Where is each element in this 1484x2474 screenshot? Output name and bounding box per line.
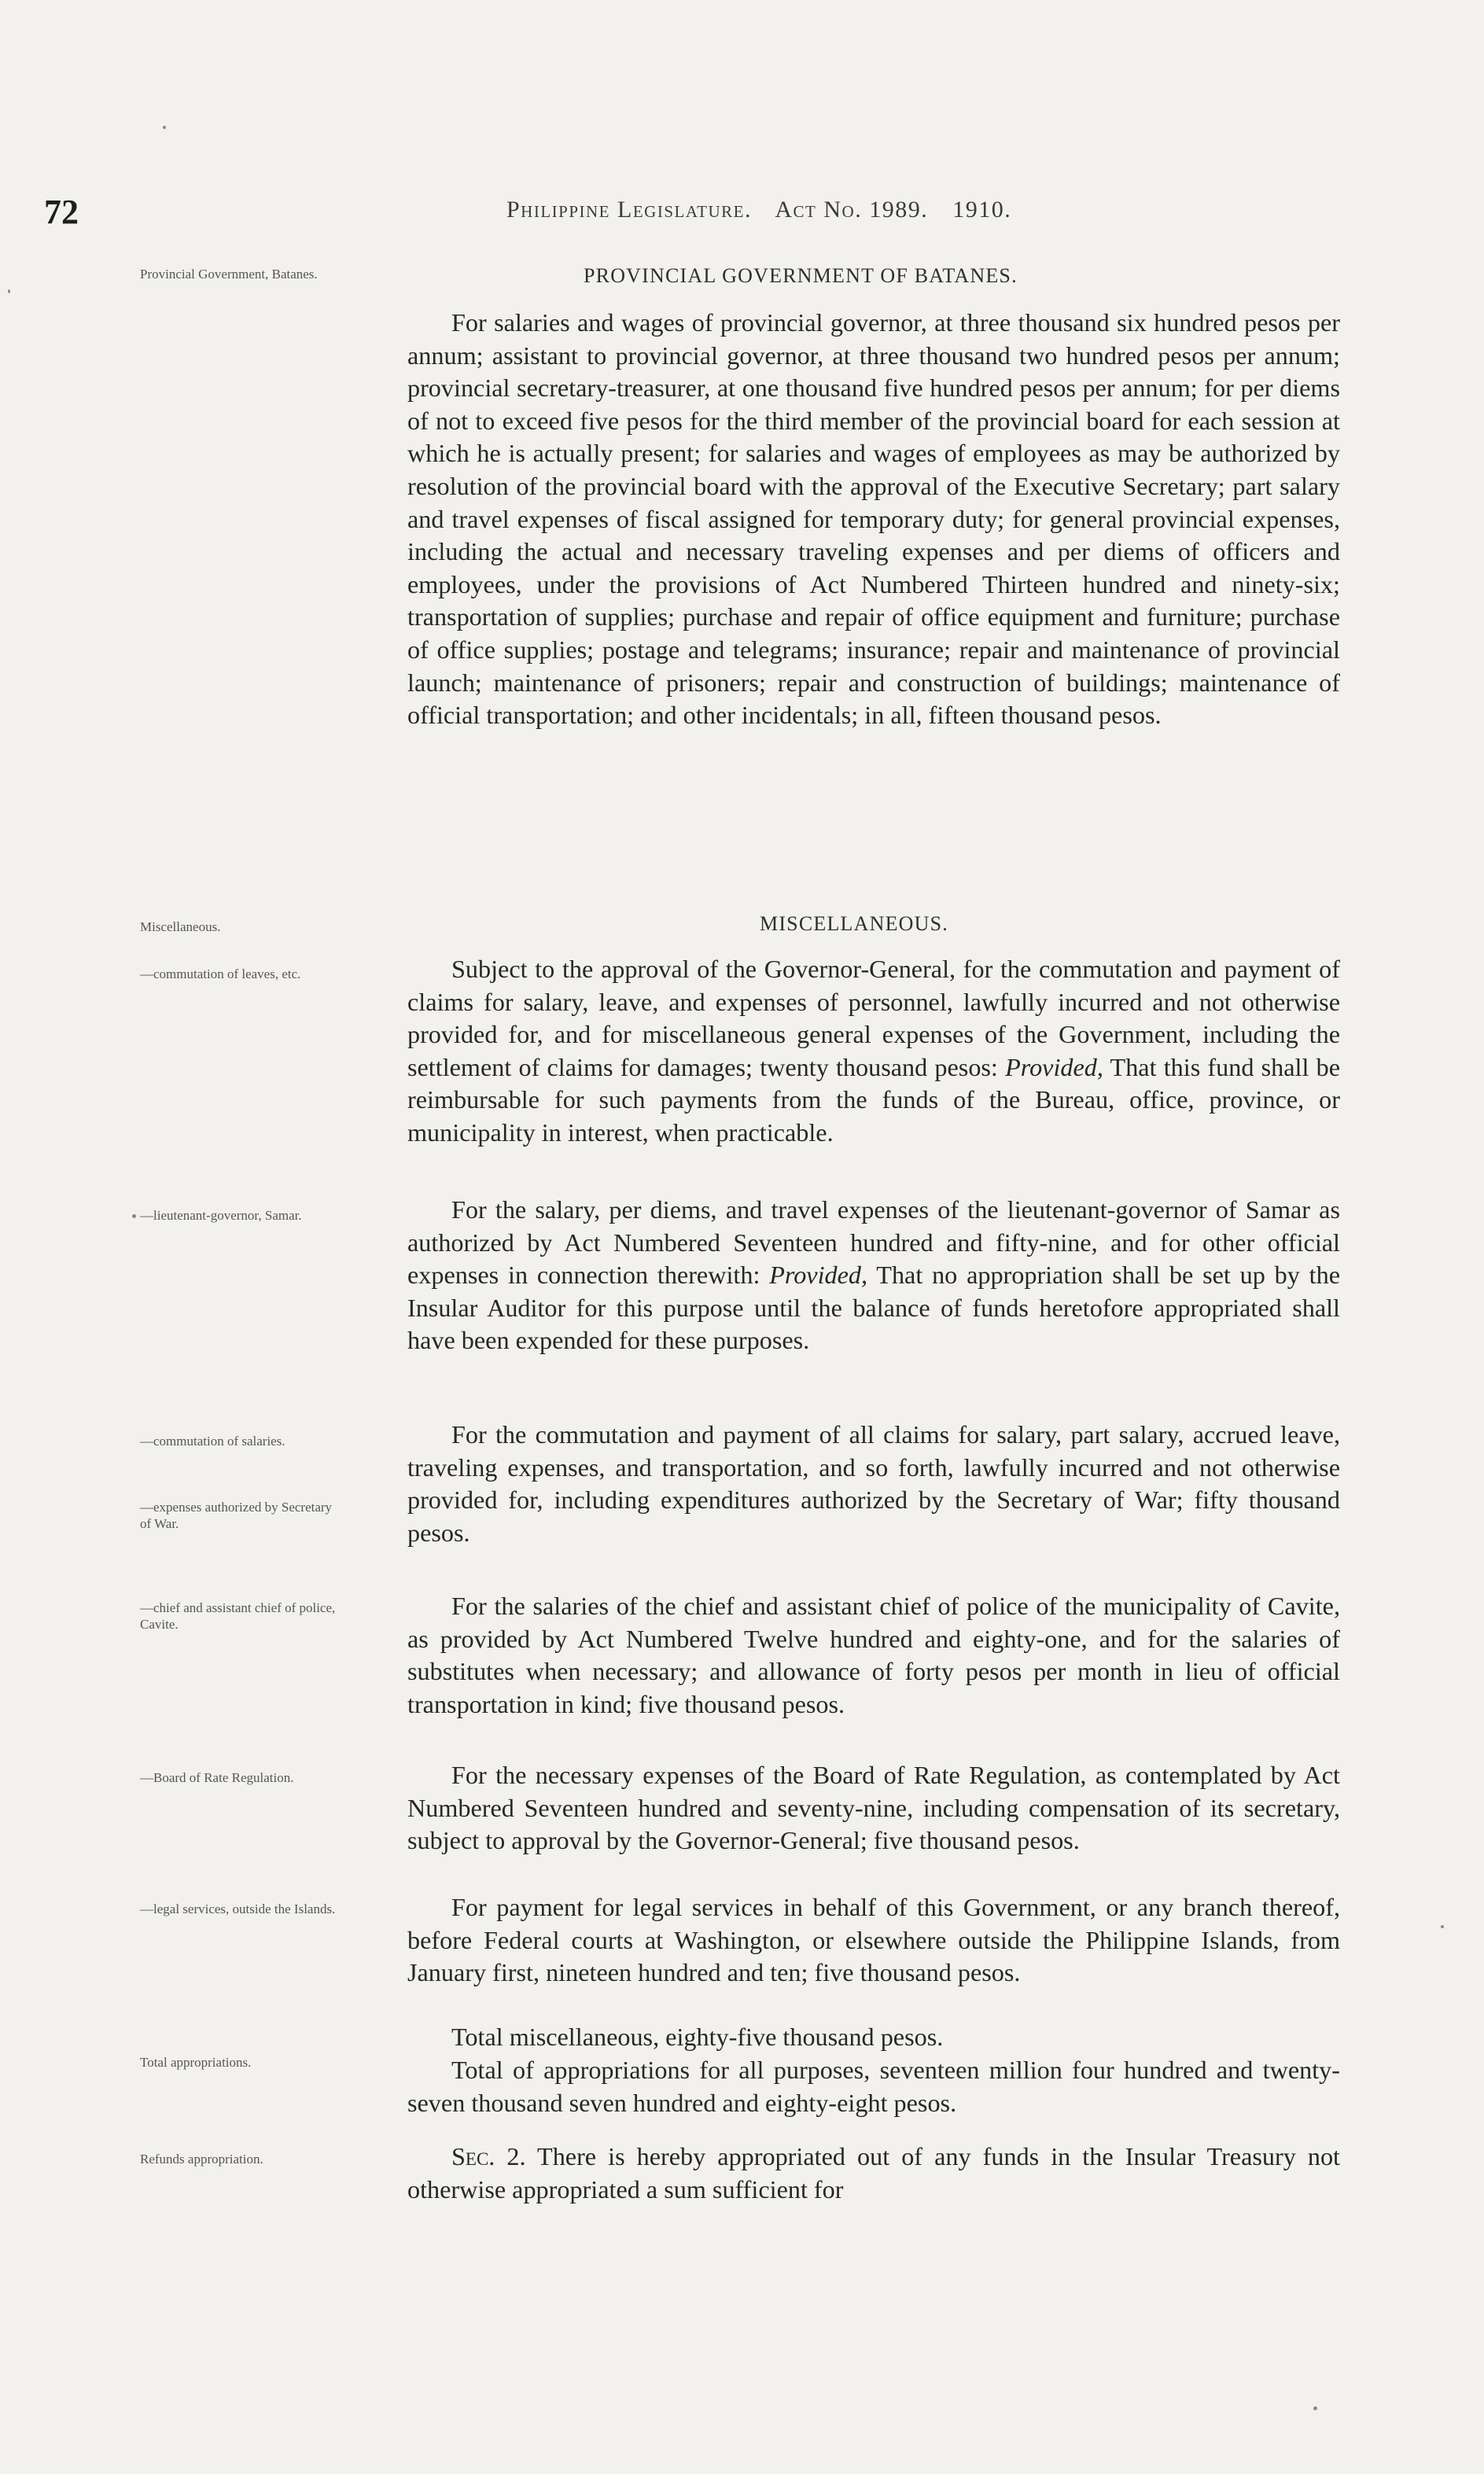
running-head — [506, 197, 1029, 223]
page-number: 72 — [44, 193, 79, 231]
paragraph-section-2 — [407, 2141, 1340, 2206]
commutation-text-after: That this fund shall be reimbursable for such payments from the funds of the Bureau, office, province, or municipality in interest, when practicable. — [407, 1052, 1340, 1147]
paragraph-total-miscellaneous: Total miscellaneous, eighty-five thousand pesos. — [451, 2023, 944, 2051]
margin-note-refunds: Refunds appropriation. — [140, 2152, 263, 2167]
section-heading-miscellaneous: MISCELLANEOUS. — [760, 912, 948, 935]
paragraph-batanes: For salaries and wages of provincial governor, at three thousand six hundred pesos per annum; assistant to provincial governor, at three thousand two hundred pesos per annum; provincial secretary-treasurer, at one thousand five hundred pesos per annum; for per diems of not to exceed five pesos for the third member of the provincial board for each session at which he is actually present; for salaries and wages of employees as may be authorized by resolution of the provincial board with the approval of the Executive Secretary; part salary and travel expenses of fiscal assigned for temporary duty; for general provincial expenses, including the actual and necessary traveling expenses and per diems of officers and employees, under the provisions of Act Numbered Thirteen hundred and ninety-six; transportation of supplies; purchase and repair of office equipment and furniture; purchase of office supplies; postage and telegrams; insurance; repair and maintenance of provincial launch; maintenance of prisoners; repair and construction of buildings; maintenance of official transportation; and other incidentals; in all, fifteen thousand pesos. — [407, 308, 1340, 730]
margin-note-total-appropriations: Total appropriations. — [140, 2055, 252, 2070]
running-title: Philippine Legislature. — [506, 197, 752, 223]
scan-speck — [132, 1214, 136, 1218]
section-2-label: Sec. 2. — [451, 2142, 526, 2170]
scan-speck — [8, 289, 10, 293]
commutation-proviso: Provided, — [1005, 1052, 1103, 1081]
samar-text-before: For the salary, per diems, and travel expenses of the lieutenant-governor of Samar as authorized by Act Numbered Seventeen hundred and fifty-nine, and for other official expenses in connection therewith: — [407, 1195, 1340, 1290]
paragraph-police: For the salaries of the chief and assistant chief of police of the municipality of Cavite, as provided by Act Numbered Twelve hundred and eighty-one, and for the salaries of substitutes when necessary; and allowance of forty pesos per month in lieu of official transportation in kind; five thousand pesos. — [407, 1592, 1340, 1718]
commutation-text-before: Subject to the approval of the Governor-General, for the commutation and payment of claims for salary, leave, and expenses of personnel, lawfully incurred and not otherwise provided for, and for miscellaneous general expenses of the Government, including the settlement of claims for damages; twenty thousand pesos: — [407, 955, 1340, 1081]
margin-note-batanes: Provincial Government, Batanes. — [140, 267, 318, 282]
section-heading-batanes: PROVINCIAL GOVERNMENT OF BATANES. — [584, 264, 1018, 287]
margin-note-commutation-salaries: —commutation of salaries. — [140, 1434, 285, 1449]
margin-note-legal-services: —legal services, outside the Islands. — [140, 1902, 336, 1916]
margin-note-commutation-leaves: —commutation of leaves, etc. — [140, 966, 301, 981]
margin-note-lieutenant-governor: —lieutenant-governor, Samar. — [140, 1208, 302, 1223]
samar-proviso: Provided, — [769, 1261, 868, 1290]
scan-speck — [1441, 1925, 1444, 1928]
margin-note-expenses-war: —expenses authorized by Secretary of War. — [140, 1500, 333, 1531]
scan-speck — [1313, 2406, 1317, 2410]
paragraph-commutation-leaves — [407, 953, 1340, 1150]
margin-note-rate-regulation: —Board of Rate Regulation. — [140, 1770, 294, 1785]
margin-note-miscellaneous: Miscellaneous. — [140, 919, 221, 934]
paragraph-rate-regulation: For the necessary expenses of the Board of Rate Regulation, as contemplated by Act Numbered Seventeen hundred and seventy-nine, including compensation of its secretary, subject to approval by the Governor-General; five thousand pesos. — [407, 1761, 1340, 1855]
scan-speck — [163, 126, 166, 129]
margin-note-chief-police: —chief and assistant chief of police, Cavite. — [140, 1600, 336, 1632]
section-2-text: There is hereby appropriated out of any funds in the Insular Treasury not otherwise appropriated a sum sufficient for — [407, 2142, 1340, 2203]
paragraph-legal-services: For payment for legal services in behalf of this Government, or any branch thereof, before Federal courts at Washington, or elsewhere outside the Philippine Islands, from January first, nineteen hundred and ten; five thousand pesos. — [407, 1893, 1340, 1987]
act-number: Act No. 1989. — [775, 197, 929, 223]
samar-text-after: That no appropriation shall be set up by the Insular Auditor for this purpose until the balance of funds heretofore appropriated shall have been expended for these purposes. — [407, 1261, 1340, 1355]
year: 1910. — [952, 197, 1012, 223]
paragraph-total-appropriations: Total of appropriations for all purposes, seventeen million four hundred and twenty-seven thousand seven hundred and eighty-eight pesos. — [407, 2056, 1340, 2117]
paragraph-samar — [407, 1194, 1340, 1357]
paragraph-salaries: For the commutation and payment of all claims for salary, part salary, accrued leave, traveling expenses, and transportation, and so forth, lawfully incurred and not otherwise provided for, including expenditures authorized by the Secretary of War; fifty thousand pesos. — [407, 1420, 1340, 1547]
